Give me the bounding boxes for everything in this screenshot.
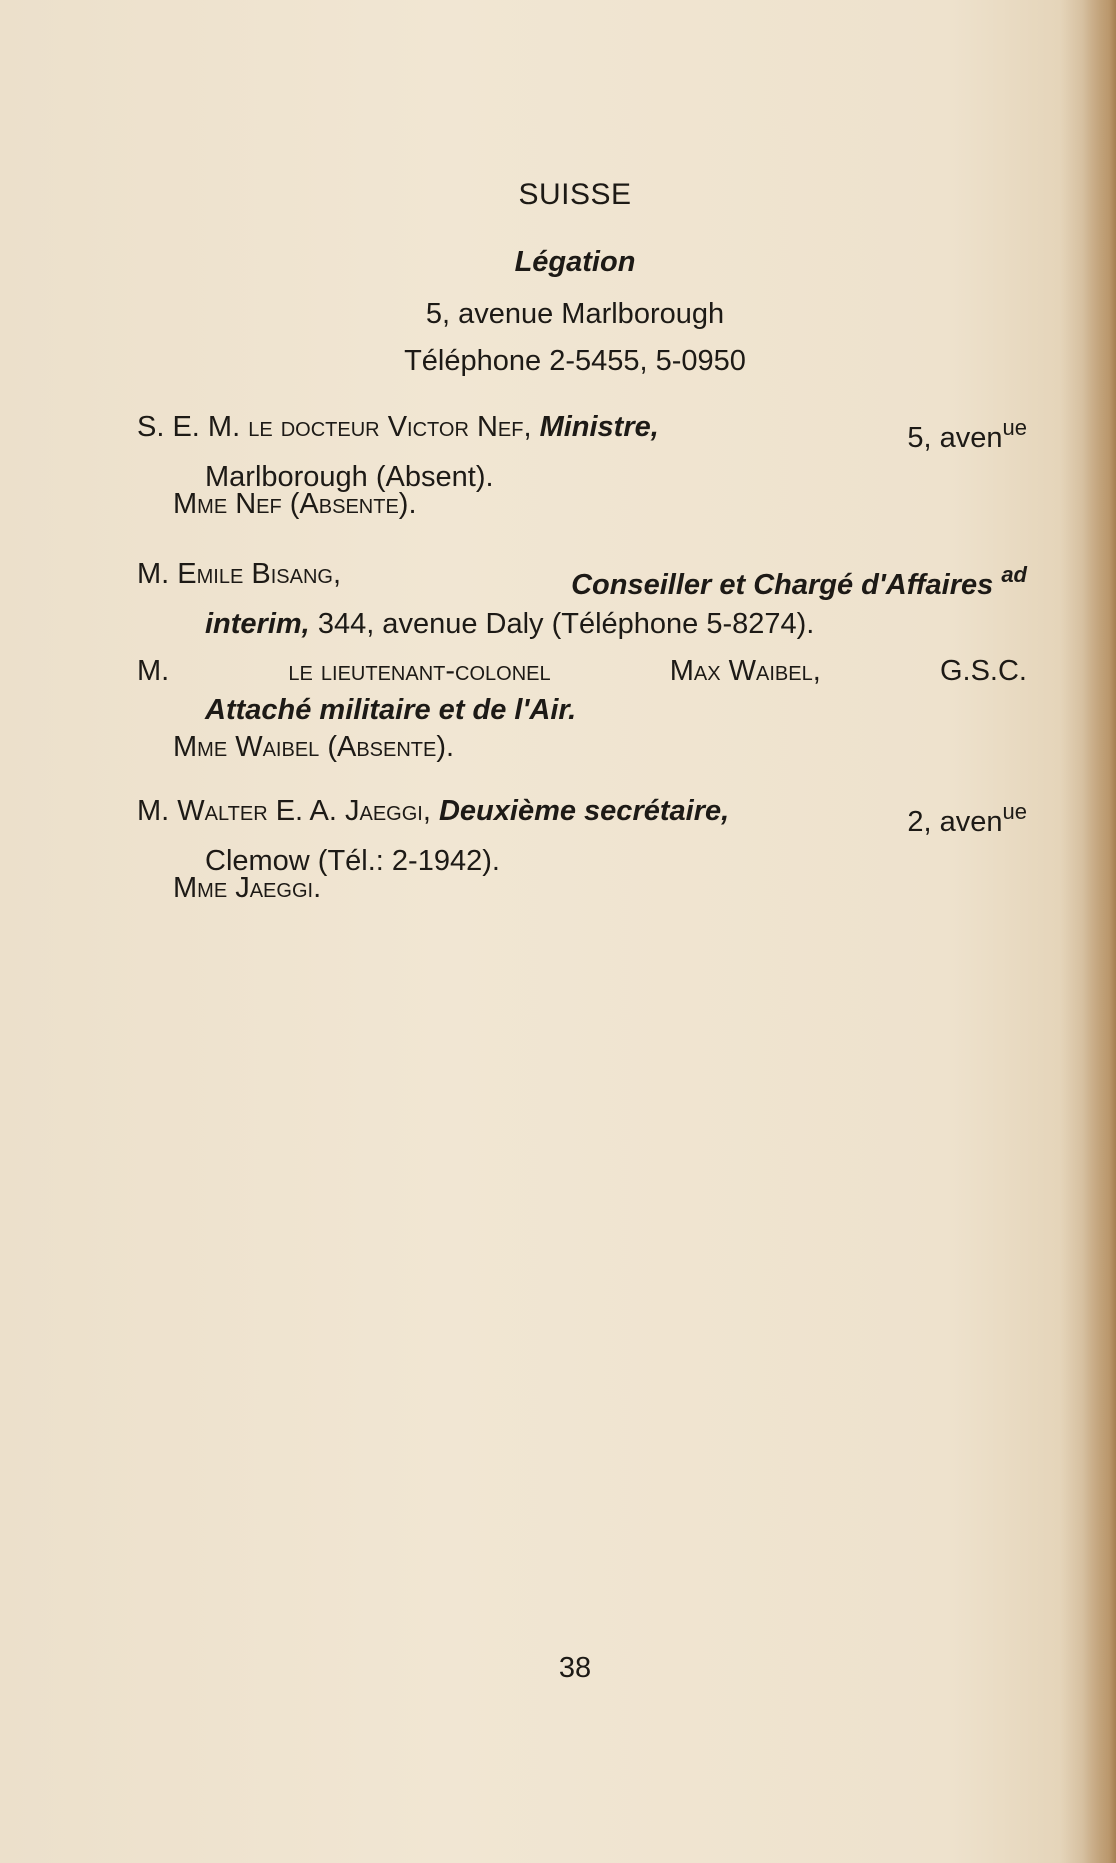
entry-line	[137, 652, 1027, 691]
entry-prefix: M.	[137, 558, 170, 590]
entry-title: le lieutenant-colonel	[288, 655, 551, 687]
entry-name: Emile Bisang,	[177, 558, 341, 590]
entry-address: 5, aven	[907, 422, 1003, 454]
entry-continuation: Clemow (Tél.: 2-1942).	[205, 845, 500, 877]
entry-address-sup: ue	[1002, 799, 1027, 824]
legation-address: 5, avenue Marlborough	[425, 298, 725, 330]
entry-role-cont: interim,	[205, 608, 310, 640]
entry-spouse: Mme Nef (Absente).	[173, 488, 417, 520]
entry-role-cont: Attaché militaire et de l'Air.	[205, 694, 577, 726]
entry-role: Ministre,	[539, 411, 659, 443]
entry-spouse: Mme Waibel (Absente).	[173, 731, 455, 763]
page-number: 38	[558, 1652, 592, 1684]
entry-line	[137, 408, 1027, 458]
entry-bisang	[137, 555, 1027, 644]
entry-prefix: M.	[137, 655, 170, 687]
entry-role-sup: ad	[1001, 562, 1027, 587]
entry-title: le docteur	[248, 411, 380, 443]
entry-line	[137, 555, 1027, 605]
entry-nef	[137, 408, 1027, 497]
entry-waibel	[137, 652, 1027, 730]
section-heading: Légation	[514, 246, 636, 278]
entry-continuation	[137, 605, 1027, 644]
legation-telephone: Téléphone 2-5455, 5-0950	[404, 345, 746, 377]
entry-address-sup: ue	[1002, 415, 1027, 440]
entry-prefix: S. E. M.	[137, 411, 241, 443]
entry-role: Deuxième secrétaire,	[438, 795, 730, 827]
entry-address: 2, aven	[907, 806, 1003, 838]
entry-suffix: G.S.C.	[939, 655, 1027, 687]
entry-name: Max Waibel,	[669, 655, 821, 687]
entry-continuation: Marlborough (Absent).	[205, 461, 494, 493]
page-edge-shadow	[1060, 0, 1116, 1863]
entry-jaeggi	[137, 792, 1027, 881]
entry-role: Conseiller et Chargé d'Affaires	[571, 569, 994, 601]
entry-prefix: M.	[137, 795, 170, 827]
entry-address: 344, avenue Daly (Téléphone 5-8274).	[317, 608, 815, 640]
entry-name: Walter E. A. Jaeggi,	[177, 795, 431, 827]
entry-line	[137, 792, 1027, 842]
entry-spouse: Mme Jaeggi.	[173, 872, 322, 904]
entry-name: Victor Nef,	[387, 411, 532, 443]
country-heading: SUISSE	[518, 178, 632, 211]
